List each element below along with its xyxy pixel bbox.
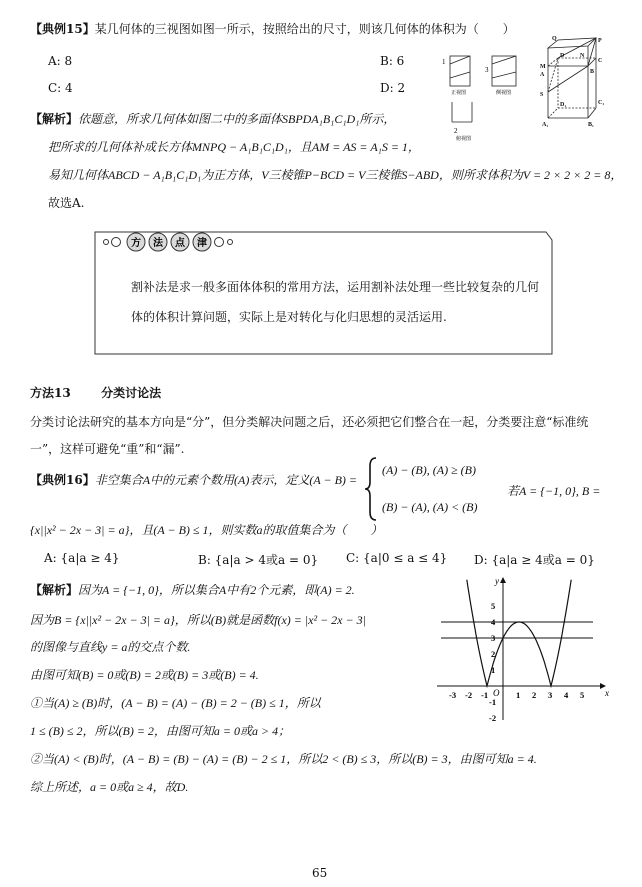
y-tick: 2 [491, 649, 496, 659]
y-tick: -2 [489, 713, 497, 723]
x-tick: 1 [516, 690, 521, 700]
ex16-analysis-text-1: 因为A = {−1, 0}，所以集合A中有2个元素，即(A) = 2. [78, 583, 355, 597]
method13-intro-2: 一”，这样可避免“重”和“漏”. [30, 442, 185, 456]
ex15-option-a: A: 8 [48, 54, 73, 68]
ex16-option-d: D: {a|a ≥ 4或a = 0} [474, 553, 595, 567]
ex15-analysis-2: 把所求的几何体补成长方体MNPQ − A₁B₁C₁D₁，且AM = AS = A₁S = 1， [48, 140, 420, 154]
ex15-question-text: 某几何体的三视图如图一所示，按照给出的尺寸，则该几何体的体积为（ ） [94, 22, 515, 36]
tip-text-1: 割补法是求一般多面体体积的常用方法，运用割补法处理一些比较复杂的几何 [131, 280, 540, 294]
piecewise-brace [364, 456, 378, 522]
tip-dot-icon [215, 238, 224, 247]
ex16-option-a: A: {a|a ≥ 4} [44, 551, 120, 565]
function-curve [467, 580, 571, 686]
ex16-stem-text: 非空集合A中的元素个数用(A)表示，定义(A − B) = [94, 473, 357, 487]
tip-title-char: 点 [175, 238, 185, 249]
y-tick: 3 [491, 633, 496, 643]
ex15-analysis-4: 故选A. [48, 196, 85, 210]
ex15-option-d: D: 2 [380, 81, 406, 95]
label-s: S [540, 92, 544, 98]
x-tick: -2 [465, 690, 473, 700]
label-c1: C₁ [598, 100, 605, 106]
top-view [452, 102, 472, 142]
side-view-caption: 侧视图 [496, 91, 512, 96]
ex16-analysis-5: ①当(A) ≥ (B)时，(A − B) = (A) − (B) = 2 − (B) ≤ 1，所以 [30, 696, 321, 710]
y-tick: 1 [491, 665, 496, 675]
ex16-analysis-label: 【解析】 [30, 583, 79, 597]
ex15-option-c: C: 4 [48, 81, 73, 95]
label-b: B [590, 69, 595, 75]
top-view-caption: 俯视图 [456, 137, 472, 142]
ex16-stem-right: 若A = {−1, 0}, B = [507, 484, 601, 498]
ex16-case-2: (B) − (A), (A) < (B) [382, 500, 478, 514]
ex16-option-b: B: {a|a > 4或a = 0} [198, 553, 319, 567]
ex16-analysis-8: 综上所述，a = 0或a ≥ 4，故D. [30, 780, 189, 794]
front-view-dim: 1 [442, 58, 446, 66]
ex15-analysis-text-1: 依题意，所求几何体如图二中的多面体SBPDA₁B₁C₁D₁所示， [78, 112, 396, 126]
method13-number: 方法13 [30, 386, 71, 400]
ex16-option-c: C: {a|0 ≤ a ≤ 4} [346, 551, 448, 565]
label-a1: A₁ [542, 122, 549, 128]
y-tick: 4 [491, 617, 496, 627]
ex16-analysis-1 [30, 581, 355, 598]
cube-figure [540, 36, 610, 136]
top-view-dim: 2 [454, 127, 458, 135]
ex15-question [30, 20, 515, 37]
tip-title-char: 方 [131, 238, 141, 249]
label-n: N [580, 53, 585, 59]
y-axis-label: y [495, 576, 499, 586]
label-m: M [540, 64, 546, 70]
label-a: A [540, 72, 545, 78]
ex16-analysis-3: 的图像与直线y = a的交点个数. [30, 640, 191, 654]
label-q: Q [552, 36, 557, 42]
y-tick: 5 [491, 601, 496, 611]
ex16-stem [30, 471, 357, 488]
front-view-caption: 正视图 [451, 91, 467, 96]
label-p: P [598, 38, 602, 44]
x-tick: 4 [564, 690, 569, 700]
label-b1: B₁ [588, 122, 594, 128]
ex16-stem-2: {x||x² − 2x − 3| = a}，且(A − B) ≤ 1，则实数a的取值集合为（ ） [30, 523, 383, 537]
ex16-analysis-7: ②当(A) < (B)时，(A − B) = (B) − (A) = (B) − 2 ≤ 1，所以2 < (B) ≤ 3，所以(B) = 3，由图可知a = 4. [30, 752, 537, 766]
ex16-case-1: (A) − (B), (A) ≥ (B) [382, 463, 476, 477]
label-d1: D₁ [560, 102, 567, 108]
label-c: C [598, 58, 603, 64]
ex15-option-b: B: 6 [380, 54, 405, 68]
ex16-label: 【典例16】 [30, 473, 95, 487]
tip-title-char: 法 [153, 238, 163, 249]
x-tick: -1 [481, 690, 489, 700]
ex16-analysis-2: 因为B = {x||x² − 2x − 3| = a}，所以(B)就是函数f(x) = |x² − 2x − 3| [30, 613, 366, 627]
y-tick: -1 [489, 697, 497, 707]
x-tick: -3 [449, 690, 457, 700]
ex15-analysis-label: 【解析】 [30, 112, 79, 126]
method13-intro-1: 分类讨论法研究的基本方向是“分”，但分类解决问题之后，还必须把它们整合在一起，分类要注意“标准统 [30, 415, 589, 429]
method13-title: 分类讨论法 [101, 386, 162, 400]
tip-text-2: 体的体积计算问题，实际上是对转化与化归思想的灵活运用. [131, 310, 447, 324]
x-tick: 2 [532, 690, 537, 700]
ex15-analysis-1 [30, 110, 395, 127]
label-d: D [560, 53, 565, 59]
tip-dot-icon [112, 238, 121, 247]
tip-title-char: 津 [197, 238, 207, 249]
ex15-label: 【典例15】 [30, 22, 95, 36]
side-view [485, 56, 516, 96]
tip-dot-icon [104, 240, 109, 245]
side-view-dim: 3 [485, 66, 489, 74]
ex15-analysis-3: 易知几何体ABCD − A₁B₁C₁D₁为正方体，V三棱锥P−BCD = V三棱锥S−ABD，则所求体积为V = 2 × 2 × 2 = 8， [48, 168, 623, 182]
origin-label: O [493, 688, 500, 698]
ex16-analysis-4: 由图可知(B) = 0或(B) = 2或(B) = 3或(B) = 4. [30, 668, 259, 682]
tip-title [127, 233, 211, 251]
three-views-figure [438, 42, 536, 142]
x-tick: 3 [548, 690, 553, 700]
method13-heading [30, 384, 161, 401]
function-graph [437, 574, 617, 724]
page-number: 65 [312, 866, 328, 880]
front-view [450, 56, 470, 96]
x-axis-label: x [605, 688, 609, 698]
ex16-analysis-6: 1 ≤ (B) ≤ 2，所以(B) = 2，由图可知a = 0或a > 4； [30, 724, 291, 738]
x-tick: 5 [580, 690, 585, 700]
tip-dot-icon [228, 240, 233, 245]
